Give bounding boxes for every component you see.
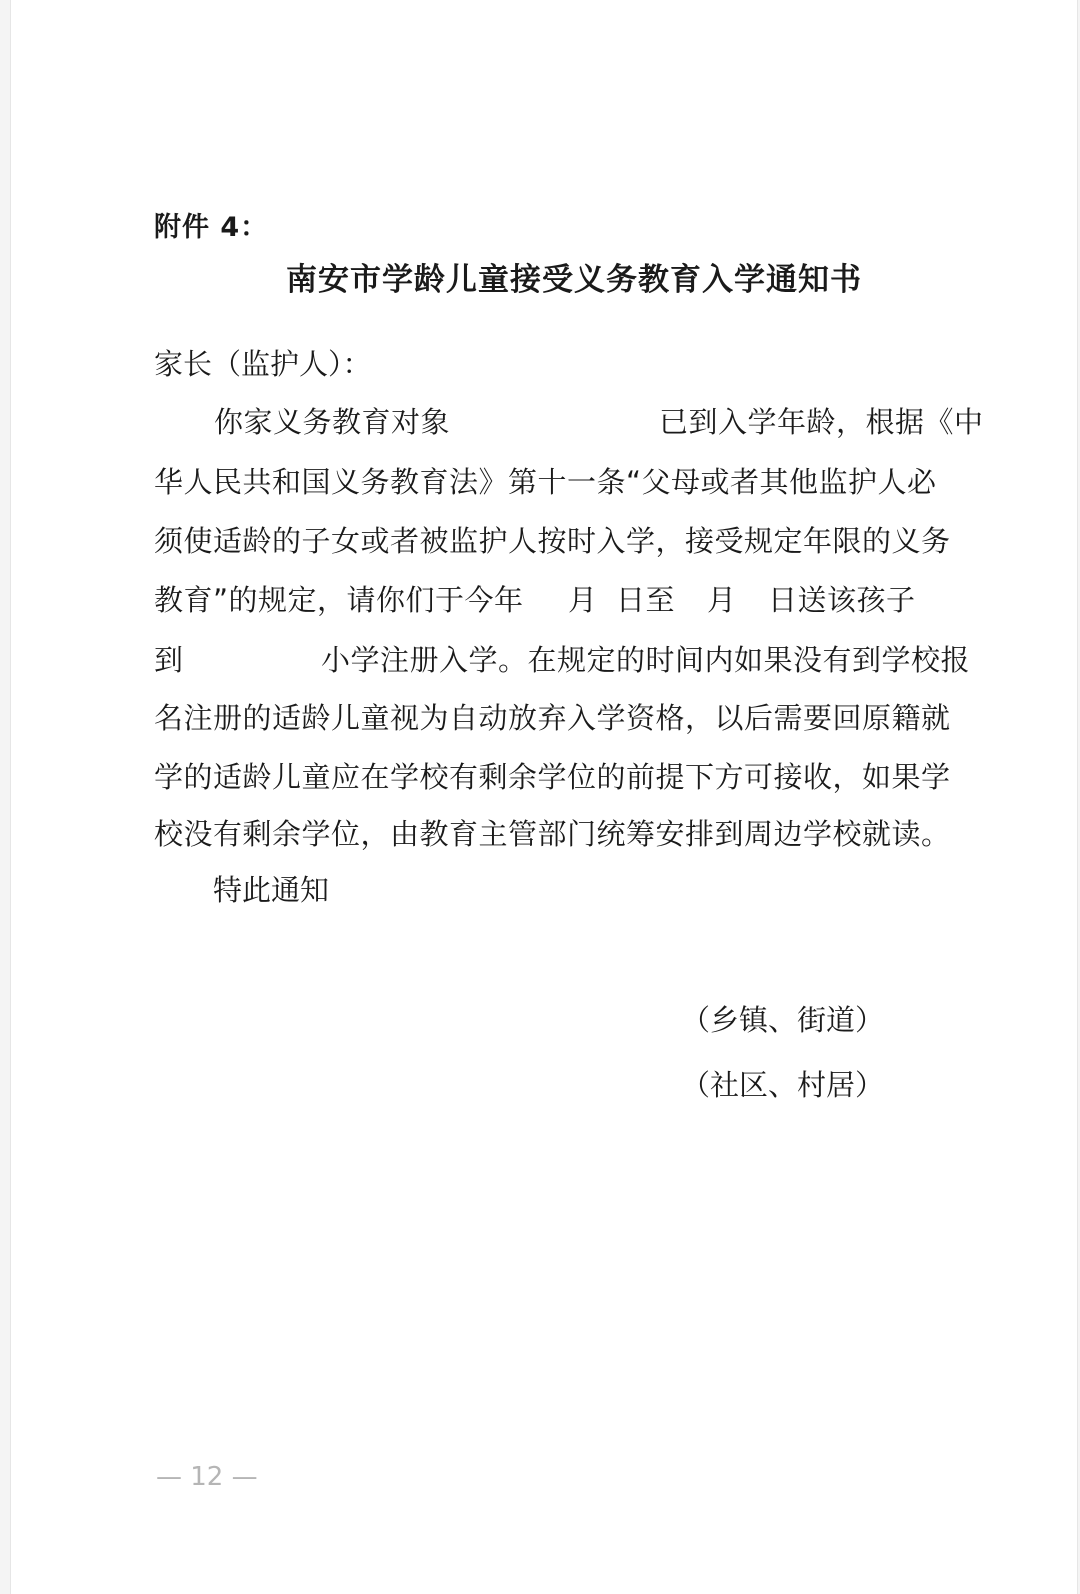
body-line-3: 须使适龄的子女或者被监护人按时入学，接受规定年限的义务 (154, 524, 951, 558)
salutation: 家长（监护人）： (154, 347, 372, 381)
body-line-4-part-e: 日送该孩子 (768, 583, 916, 617)
closing-text: 特此通知 (213, 873, 330, 907)
document-title: 南安市学龄儿童接受义务教育入学通知书 (286, 262, 862, 298)
body-line-6: 名注册的适龄儿童视为自动放弃入学资格，以后需要回原籍就 (154, 701, 951, 735)
body-line-5-part-b: 小学注册入学。在规定的时间内如果没有到学校报 (321, 643, 971, 677)
page-number: — 12 — (156, 1462, 258, 1492)
attachment-label: 附件 4： (154, 212, 269, 243)
body-line-4-month-2: 月 (707, 583, 737, 617)
body-line-1-part-b: 已到入学年龄，根据《中 (659, 405, 984, 439)
body-line-4-month-1: 月 (568, 583, 598, 617)
body-line-5-part-a: 到 (154, 643, 184, 677)
body-line-1-part-a: 你家义务教育对象 (214, 405, 451, 439)
body-line-4-part-a: 教育”的规定，请你们于今年 (154, 583, 524, 617)
signature-community: （社区、村居） (681, 1068, 885, 1102)
body-line-2: 华人民共和国义务教育法》第十一条“父母或者其他监护人必 (154, 465, 937, 499)
document-page (10, 0, 1078, 1594)
body-line-7: 学的适龄儿童应在学校有剩余学位的前提下方可接收，如果学 (154, 760, 951, 794)
body-line-4-day-to: 日至 (616, 583, 676, 617)
signature-township: （乡镇、街道） (681, 1003, 885, 1037)
body-line-8: 校没有剩余学位，由教育主管部门统筹安排到周边学校就读。 (154, 817, 951, 851)
